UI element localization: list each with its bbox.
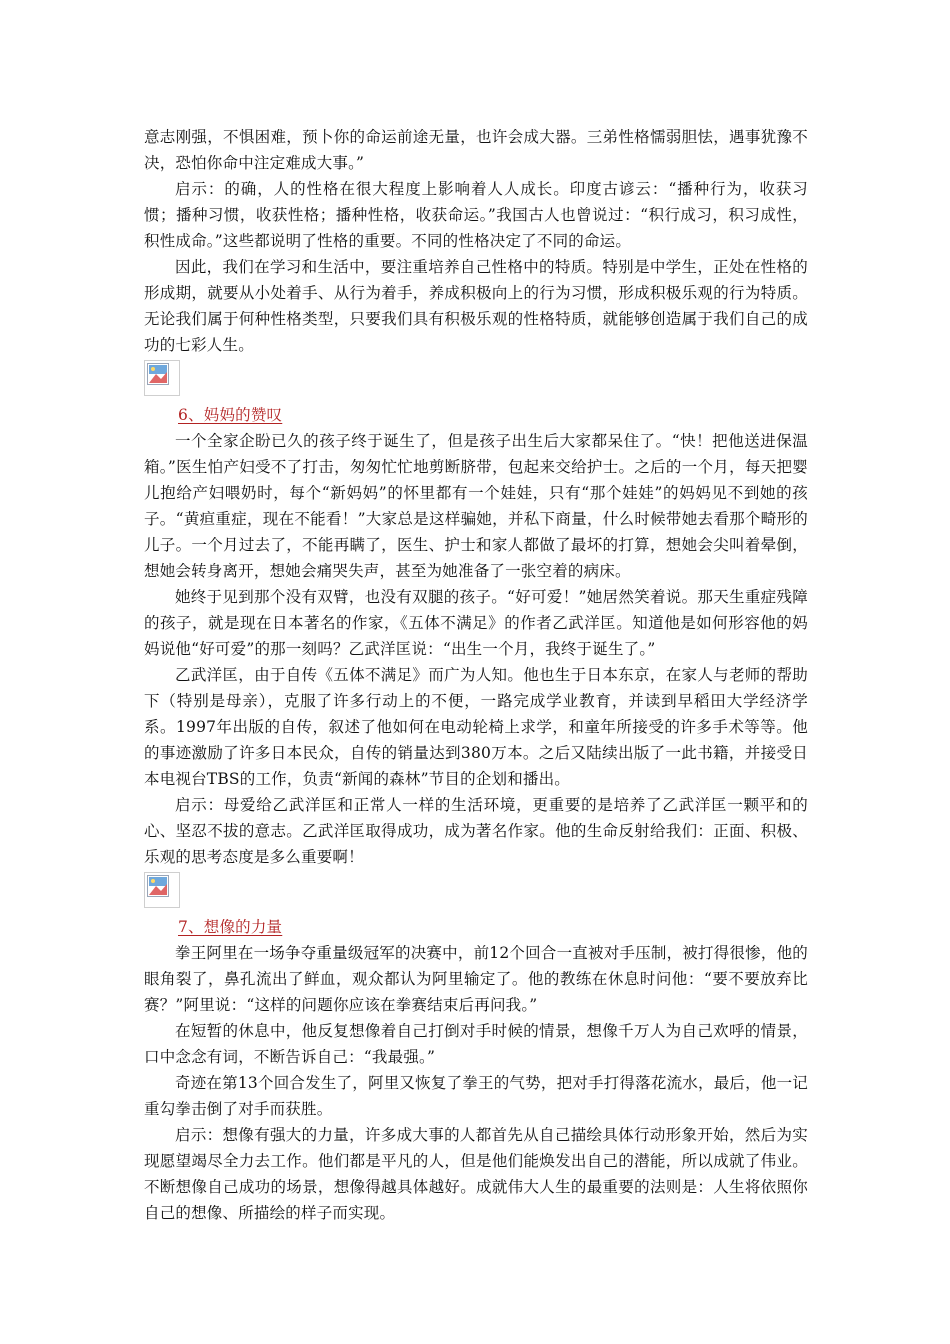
paragraph: 启示：母爱给乙武洋匡和正常人一样的生活环境，更重要的是培养了乙武洋匡一颗平和的心、坚忍不拔的意志。乙武洋匡取得成功，成为著名作家。他的生命反射给我们：正面、积极、乐观的思考态度是多么重要啊！ <box>144 796 808 866</box>
section-heading: 6、妈妈的赞叹 <box>178 406 283 424</box>
paragraph: 启示：的确，人的性格在很大程度上影响着人人成长。印度古谚云：“播种行为，收获习惯；播种习惯，收获性格；播种性格，收获命运。”我国古人也曾说过：“积行成习，积习成性，积性成命。”这些都说明了性格的重要。不同的性格决定了不同的命运。 <box>144 180 808 250</box>
paragraph: 意志刚强，不惧困难，预卜你的命运前途无量，也许会成大器。三弟性格懦弱胆怯，遇事犹豫不决，恐怕你命中注定难成大事。” <box>144 128 808 172</box>
document-page <box>144 124 808 1226</box>
broken-image-icon <box>144 872 180 908</box>
paragraph: 一个全家企盼已久的孩子终于诞生了，但是孩子出生后大家都呆住了。“快！把他送进保温箱。”医生怕产妇受不了打击，匆匆忙忙地剪断脐带，包起来交给护士。之后的一个月，每天把婴儿抱给产妇喂奶时，每个“新妈妈”的怀里都有一个娃娃，只有“那个娃娃”的妈妈见不到她的孩子。“黄疸重症，现在不能看！”大家总是这样骗她，并私下商量，什么时候带她去看那个畸形的儿子。一个月过去了，不能再瞒了，医生、护士和家人都做了最坏的打算，想她会尖叫着晕倒，想她会转身离开，想她会痛哭失声，甚至为她准备了一张空着的病床。 <box>144 432 808 580</box>
broken-image-icon <box>144 360 180 396</box>
paragraph: 在短暂的休息中，他反复想像着自己打倒对手时候的情景，想像千万人为自己欢呼的情景，口中念念有词，不断告诉自己：“我最强。” <box>144 1022 808 1066</box>
paragraph: 奇迹在第13个回合发生了，阿里又恢复了拳王的气势，把对手打得落花流水，最后，他一记重勾拳击倒了对手而获胜。 <box>144 1074 808 1118</box>
paragraph: 拳王阿里在一场争夺重量级冠军的决赛中，前12个回合一直被对手压制，被打得很惨，他的眼角裂了，鼻孔流出了鲜血，观众都认为阿里输定了。他的教练在休息时问他：“要不要放弃比赛？”阿里说：“这样的问题你应该在拳赛结束后再问我。” <box>144 944 808 1014</box>
paragraph: 她终于见到那个没有双臂，也没有双腿的孩子。“好可爱！”她居然笑着说。那天生重症残障的孩子，就是现在日本著名的作家，《五体不满足》的作者乙武洋匡。知道他是如何形容他的妈妈说他“好可爱”的那一刻吗？乙武洋匡说：“出生一个月，我终于诞生了。” <box>144 588 808 658</box>
paragraph: 因此，我们在学习和生活中，要注重培养自己性格中的特质。特别是中学生，正处在性格的形成期，就要从小处着手、从行为着手，养成积极向上的行为习惯，形成积极乐观的行为特质。无论我们属于何种性格类型，只要我们具有积极乐观的性格特质，就能够创造属于我们自己的成功的七彩人生。 <box>144 258 808 354</box>
section-heading: 7、想像的力量 <box>178 918 283 936</box>
paragraph: 乙武洋匡，由于自传《五体不满足》而广为人知。他也生于日本东京，在家人与老师的帮助下（特别是母亲），克服了许多行动上的不便，一路完成学业教育，并读到早稻田大学经济学系。1997年出版的自传，叙述了他如何在电动轮椅上求学，和童年所接受的许多手术等等。他的事迹激励了许多日本民众，自传的销量达到380万本。之后又陆续出版了一此书籍，并接受日本电视台TBS的工作，负责“新闻的森林”节目的企划和播出。 <box>144 666 808 788</box>
paragraph: 启示：想像有强大的力量，许多成大事的人都首先从自己描绘具体行动形象开始，然后为实现愿望竭尽全力去工作。他们都是平凡的人，但是他们能焕发出自己的潜能，所以成就了伟业。不断想像自己成功的场景，想像得越具体越好。成就伟大人生的最重要的法则是：人生将依照你自己的想像、所描绘的样子而实现。 <box>144 1126 808 1222</box>
